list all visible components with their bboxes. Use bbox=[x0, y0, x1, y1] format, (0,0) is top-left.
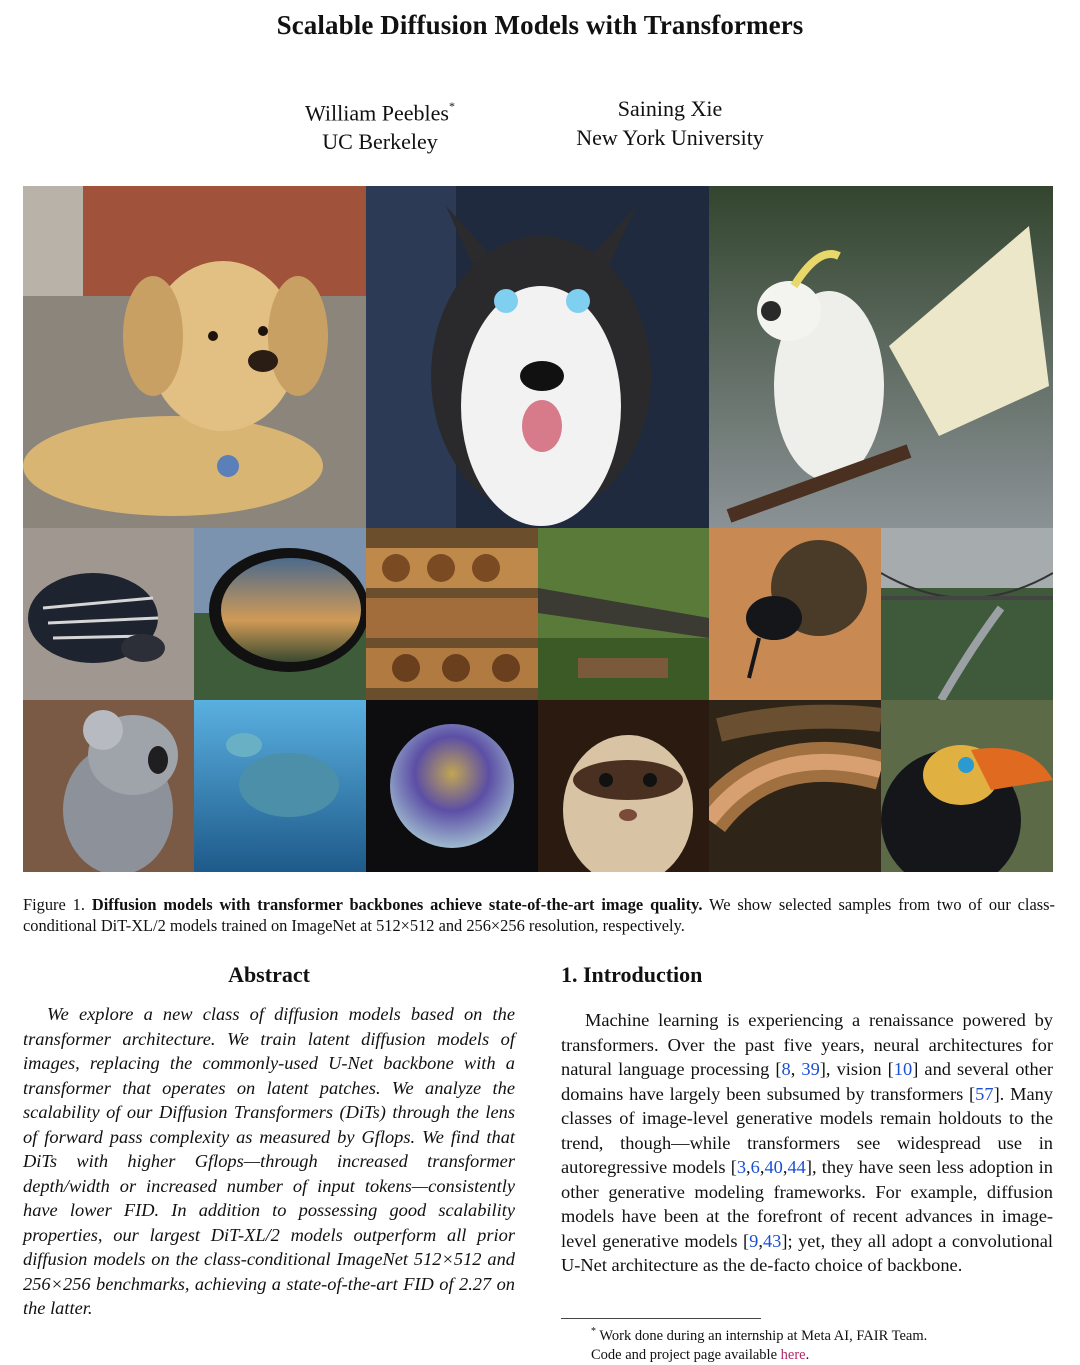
footnote-divider bbox=[561, 1318, 761, 1319]
sample-porcupine bbox=[23, 528, 194, 700]
sample-sea-turtle bbox=[194, 700, 366, 872]
citation-link[interactable]: 9 bbox=[749, 1230, 759, 1251]
footnote bbox=[561, 1322, 1053, 1365]
sample-toucan bbox=[881, 700, 1053, 872]
project-page-link[interactable]: here bbox=[780, 1346, 806, 1363]
sample-koala bbox=[23, 700, 194, 872]
citation-link[interactable]: 8 bbox=[781, 1059, 791, 1079]
sample-car-side-mirror bbox=[194, 528, 366, 700]
citation-link[interactable]: 10 bbox=[893, 1059, 913, 1079]
sample-husky bbox=[366, 186, 709, 528]
figure-sample-grid bbox=[23, 186, 1053, 872]
citation-link[interactable]: 3 bbox=[736, 1157, 747, 1177]
sample-crocodile bbox=[538, 528, 709, 700]
sample-bakery-display bbox=[366, 528, 538, 700]
figure-caption-bold: Diffusion models with transformer backbones achieve state-of-the-art image quality. bbox=[91, 895, 703, 914]
intro-text-run: ]. Many classes of image-level generative models remain holdouts to the trend, though—while transformers see widespread use in autoregressive models [ bbox=[561, 1083, 1053, 1177]
author-affiliation: UC Berkeley bbox=[322, 129, 438, 155]
intro-text-run: , bbox=[759, 1157, 765, 1177]
author-affiliation: New York University bbox=[576, 125, 764, 150]
introduction-heading: 1. Introduction bbox=[561, 962, 703, 987]
footnote-line-2: Code and project page available bbox=[591, 1346, 781, 1363]
intro-text-run: ], vision [ bbox=[819, 1059, 894, 1079]
footnote-line-1: Work done during an internship at Meta AI, FAIR Team. bbox=[596, 1327, 928, 1344]
author-block-1 bbox=[250, 94, 510, 156]
figure-label: Figure 1. bbox=[23, 895, 85, 914]
citation-link[interactable]: 6 bbox=[750, 1157, 760, 1177]
intro-text-run: , bbox=[782, 1157, 788, 1177]
citation-link[interactable]: 57 bbox=[975, 1083, 994, 1104]
footnote-end: . bbox=[805, 1346, 810, 1363]
author-name: William Peebles bbox=[305, 100, 449, 126]
citation-link[interactable]: 40 bbox=[764, 1157, 783, 1177]
sample-python-snake bbox=[709, 700, 881, 872]
footnote-mark: * bbox=[591, 1326, 596, 1337]
sample-ferret bbox=[538, 700, 709, 872]
figure-caption-rest: We show selected samples from two of our class-conditional DiT-XL/2 models trained on ImageNet at 512×512 and 256×256 resolution, respectively. bbox=[23, 895, 1055, 935]
intro-text-run: ]; yet, they all adopt a convolutional U-Net architecture as the de-facto choice of backbone. bbox=[561, 1230, 1053, 1275]
author-name: Saining Xie bbox=[617, 96, 723, 121]
citation-link[interactable]: 39 bbox=[801, 1059, 820, 1079]
paper-title: Scalable Diffusion Models with Transformers bbox=[276, 10, 804, 40]
figure-caption bbox=[23, 894, 1055, 936]
citation-link[interactable]: 43 bbox=[762, 1230, 782, 1251]
citation-link[interactable]: 44 bbox=[787, 1157, 806, 1177]
abstract-heading: Abstract bbox=[228, 962, 310, 987]
sample-golden-retriever-puppy bbox=[23, 186, 366, 528]
author-block-2 bbox=[540, 94, 800, 152]
sample-soap-bubble bbox=[366, 700, 538, 872]
sample-suspension-bridge bbox=[881, 528, 1053, 700]
introduction-paragraph bbox=[561, 1008, 1053, 1278]
sample-dung-beetle bbox=[709, 528, 881, 700]
intro-text-run: , bbox=[758, 1230, 763, 1251]
intro-text-run: ] and several other domains have largely been subsumed by transformers [ bbox=[561, 1059, 1053, 1104]
intro-text-run: , bbox=[746, 1157, 751, 1177]
author-footnote-mark: * bbox=[448, 99, 455, 113]
abstract-text: We explore a new class of diffusion models based on the transformer architecture. We train latent diffusion models of images, replacing the commonly-used U-Net backbone with a transformer that operates on latent patches. We analyze the scalability of our Diffusion Transformers (DiTs) through the lens of forward pass complexity as measured by Gflops. We find that DiTs with higher Gflops—through increased transformer depth/width or increased number of input tokens—consistently have lower FID. In addition to possessing good scalability properties, our largest DiT-XL/2 models outperform all prior diffusion models on the class-conditional ImageNet 512×512 and 256×256 benchmarks, achieving a state-of-the-art FID of 2.27 on the latter. bbox=[23, 1004, 515, 1318]
sample-cockatoo bbox=[709, 186, 1053, 528]
intro-text-run: Machine learning is experiencing a renaissance powered by transformers. Over the past five years, neural architectures for natural language processing [ bbox=[561, 1010, 1053, 1079]
intro-text-run: ], they have seen less adoption in other generative modeling frameworks. For example, diffusion models have been at the forefront of recent advances in image-level generative models [ bbox=[561, 1157, 1053, 1251]
intro-text-run: , bbox=[790, 1059, 802, 1079]
